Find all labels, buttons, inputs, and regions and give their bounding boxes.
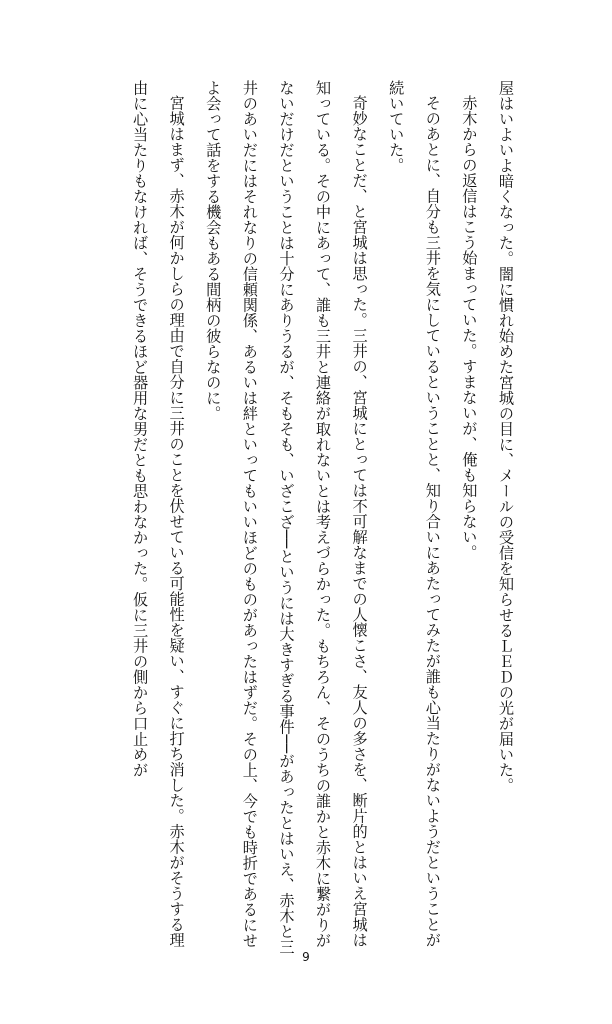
paragraph-3: そのあとに、自分も三井を気にしているということと、知り合いにあたってみたが誰も心当たりがないようだということが続いていた。 xyxy=(387,80,442,948)
paragraph-5: 宮城はまず、赤木が何かしらの理由で自分に三井のことを伏せている可能性を疑い、すぐに打ち消した。赤木がそうする理由に心当たりもなければ、そうできるほど器用な男だとも思わなかった。仮に三井の側から口止めが xyxy=(131,80,186,948)
paragraph-1: 屋はいよいよ暗くなった。闇に慣れ始めた宮城の目に、メールの受信を知らせるＬＥＤの光が届いた。 xyxy=(497,80,515,793)
paragraph-4: 奇妙なことだ、と宮城は思った。三井の、宮城にとっては不可解なまでの人懐こさ、友人の多さを、断片的とはいえ宮城は知っている。その中にあって、誰も三井と連絡が取れないとは考えづらかった。もちろん、そのうちの誰かと赤木に繋がりがないだけだということは十分にありうるが、そもそも、いざこざ──というには大きすぎる事件──があったとはいえ、赤木と三井のあいだにはそれなりの信頼関係、あるいは絆といってもいいほどのものがあったはずだ。その上、今でも時折であるにせよ会って話をする機会もある間柄の彼らなのに。 xyxy=(204,80,369,955)
paragraph-2: 赤木からの返信はこう始まっていた。すまないが、俺も知らない。 xyxy=(460,95,479,561)
page-number: 9 xyxy=(302,950,310,964)
vertical-text-body xyxy=(54,80,524,960)
